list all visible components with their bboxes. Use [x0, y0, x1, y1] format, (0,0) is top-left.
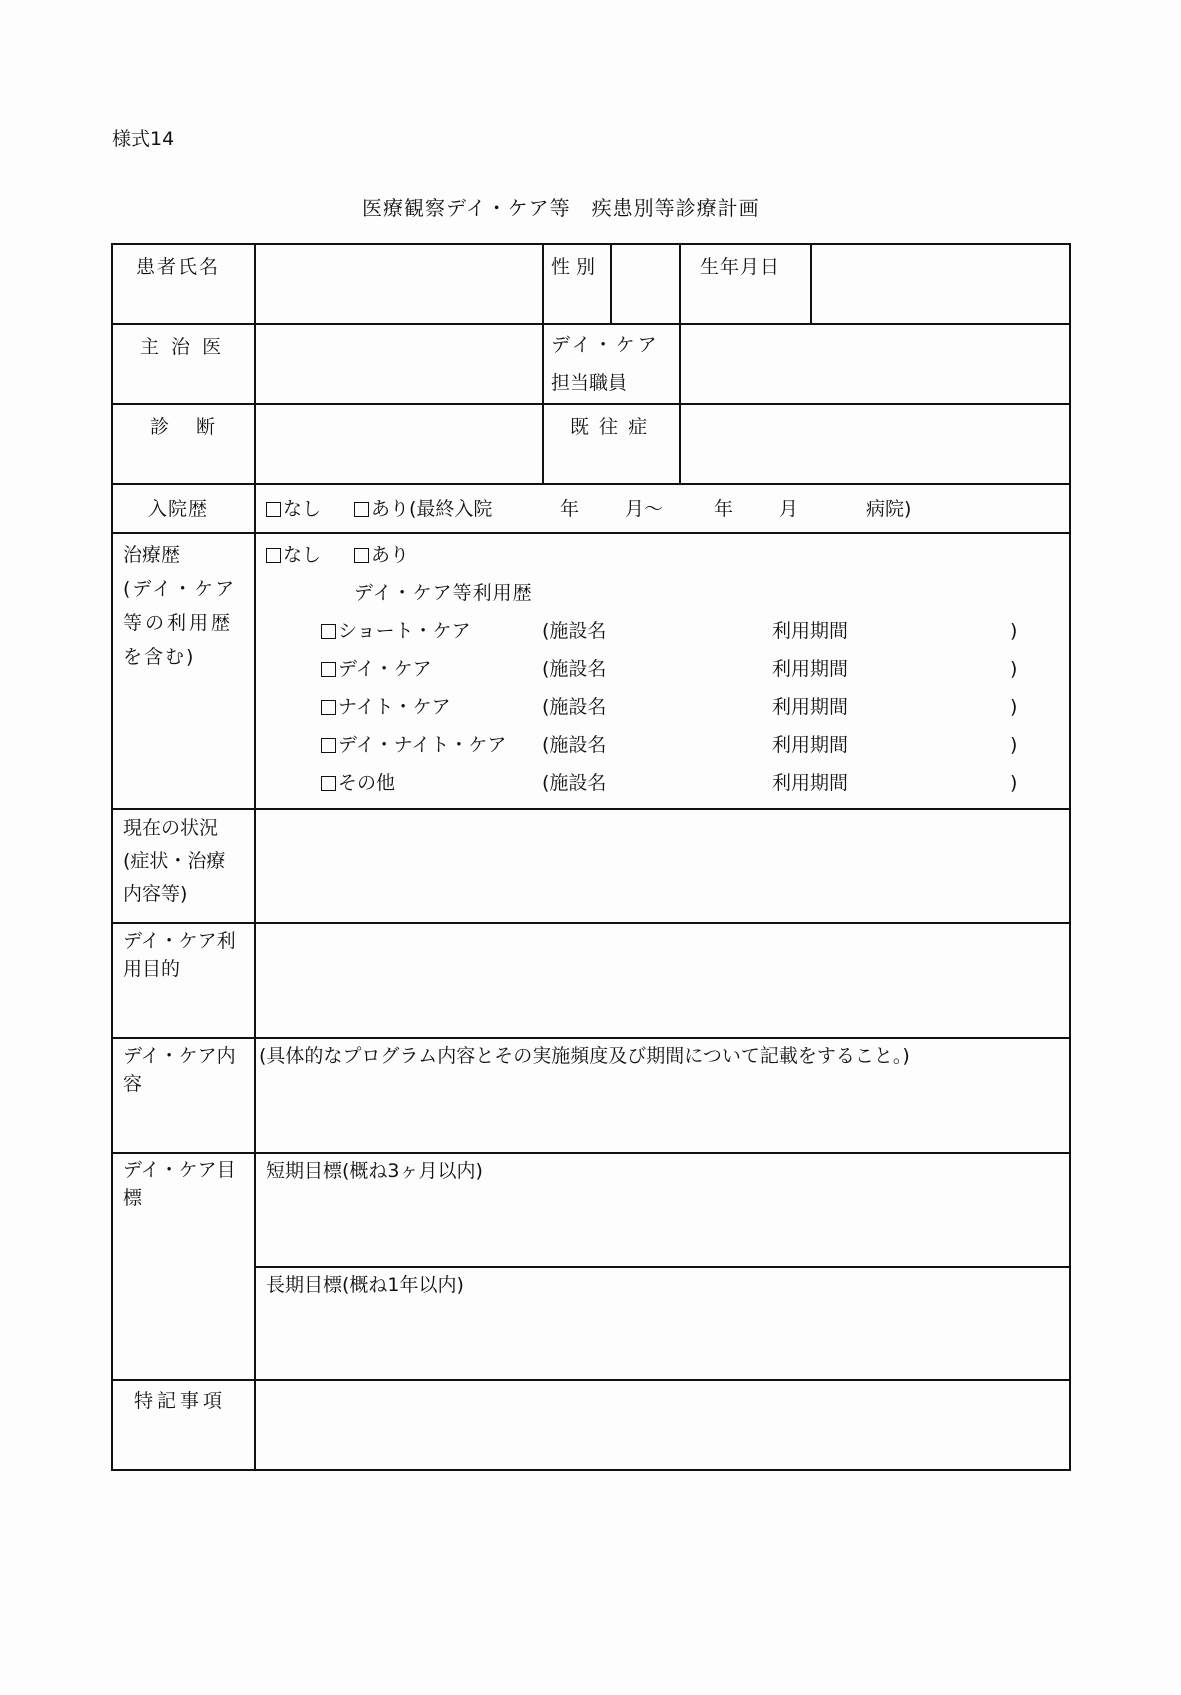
label-line: を含む)	[123, 646, 196, 668]
usage-type: デイ・ケア	[338, 658, 432, 680]
label-line: 容	[123, 1073, 143, 1095]
facility-label: (施設名	[542, 772, 607, 794]
attending-doctor-field[interactable]	[256, 325, 542, 403]
usage-option[interactable]	[321, 614, 471, 648]
period-label: 利用期間	[772, 772, 849, 794]
treatment-history-label	[123, 538, 236, 674]
label-line: 標	[123, 1187, 143, 1209]
close-paren: )	[1010, 620, 1018, 642]
option-label: あり	[371, 544, 410, 566]
label-line: (デイ・ケア	[123, 578, 237, 600]
usage-option[interactable]	[321, 728, 506, 762]
special-notes-label: 特記事項	[134, 1390, 227, 1412]
option-label: なし	[283, 498, 322, 520]
usage-type: ナイト・ケア	[338, 696, 451, 718]
daycare-purpose-label	[123, 927, 236, 983]
usage-option[interactable]	[321, 690, 451, 724]
current-status-field[interactable]	[256, 810, 1069, 922]
sex-field[interactable]	[612, 245, 679, 323]
period-label: 利用期間	[772, 620, 849, 642]
page-title: 医療観察デイ・ケア等 疾患別等診療計画	[362, 196, 760, 220]
label-line: (症状・治療	[123, 850, 226, 872]
goals-divider	[254, 1266, 1071, 1268]
facility-label: (施設名	[542, 696, 607, 718]
form-number: 様式14	[112, 128, 175, 150]
usage-type: その他	[338, 772, 396, 794]
close-paren: )	[1010, 658, 1018, 680]
year-to-label: 年	[714, 498, 734, 520]
checkbox[interactable]	[266, 502, 281, 517]
option-label: あり(最終入院	[371, 498, 493, 520]
usage-type: ショート・ケア	[338, 620, 471, 642]
label-line: デイ・ケア目	[123, 1159, 236, 1181]
short-term-goal-label: 短期目標(概ね3ヶ月以内)	[266, 1160, 483, 1182]
diagnosis-label: 診 断	[150, 416, 220, 438]
checkbox[interactable]	[321, 776, 336, 791]
close-paren: )	[1010, 696, 1018, 718]
facility-label: (施設名	[542, 620, 607, 642]
checkbox[interactable]	[321, 662, 336, 677]
label-line: 等の利用歴	[123, 612, 234, 634]
table-border-left	[111, 243, 113, 1471]
label-line: 用目的	[123, 958, 181, 980]
close-paren: )	[1010, 734, 1018, 756]
treatment-none-option[interactable]	[266, 538, 321, 572]
daycare-staff-field[interactable]	[681, 325, 1069, 403]
treatment-yes-option[interactable]	[354, 538, 409, 572]
checkbox[interactable]	[321, 624, 336, 639]
option-label: なし	[283, 544, 322, 566]
current-status-label	[123, 812, 225, 911]
long-term-goal-label: 長期目標(概ね1年以内)	[266, 1274, 464, 1296]
birth-date-label: 生年月日	[700, 256, 781, 278]
period-label: 利用期間	[772, 734, 849, 756]
daycare-content-field[interactable]	[256, 1072, 1069, 1152]
period-label: 利用期間	[772, 696, 849, 718]
medical-history-label: 既 往 症	[570, 416, 650, 438]
checkbox[interactable]	[321, 700, 336, 715]
checkbox[interactable]	[266, 548, 281, 563]
month-to-label: 月	[779, 498, 799, 520]
column-divider	[542, 243, 544, 485]
year-from-label: 年	[560, 498, 580, 520]
daycare-usage-subheading: デイ・ケア等利用歴	[354, 582, 533, 604]
checkbox[interactable]	[354, 502, 369, 517]
hospitalization-none-option[interactable]	[266, 492, 321, 526]
daycare-goals-label	[123, 1156, 236, 1212]
daycare-content-instruction: (具体的なプログラム内容とその実施頻度及び期間について記載をすること。)	[259, 1045, 910, 1067]
label-line: 内容等)	[123, 883, 188, 905]
attending-doctor-label: 主 治 医	[140, 336, 225, 358]
usage-option[interactable]	[321, 766, 395, 800]
month-from-label: 月～	[625, 498, 664, 520]
facility-label: (施設名	[542, 658, 607, 680]
diagnosis-field[interactable]	[256, 405, 542, 483]
facility-label: (施設名	[542, 734, 607, 756]
hospital-label: 病院)	[866, 498, 912, 520]
daycare-staff-label-2: 担当職員	[551, 372, 628, 394]
label-line: デイ・ケア利	[123, 930, 236, 952]
daycare-purpose-field[interactable]	[256, 924, 1069, 1037]
hospitalization-label: 入院歴	[148, 498, 209, 520]
label-line: 現在の状況	[123, 817, 219, 839]
usage-option[interactable]	[321, 652, 432, 686]
patient-name-label: 患者氏名	[136, 256, 221, 278]
close-paren: )	[1010, 772, 1018, 794]
label-line: デイ・ケア内	[123, 1045, 236, 1067]
usage-type: デイ・ナイト・ケア	[338, 734, 507, 756]
special-notes-field[interactable]	[256, 1381, 1069, 1469]
birth-date-field[interactable]	[812, 245, 1069, 323]
long-term-goal-field[interactable]	[256, 1302, 1069, 1379]
daycare-content-label	[123, 1042, 236, 1098]
label-line: 治療歴	[123, 544, 181, 566]
short-term-goal-field[interactable]	[256, 1188, 1069, 1266]
checkbox[interactable]	[321, 738, 336, 753]
medical-history-field[interactable]	[681, 405, 1069, 483]
table-border-right	[1069, 243, 1071, 1471]
patient-name-field[interactable]	[256, 245, 542, 323]
hospitalization-yes-option[interactable]	[354, 492, 492, 526]
checkbox[interactable]	[354, 548, 369, 563]
period-label: 利用期間	[772, 658, 849, 680]
daycare-staff-label-1: デイ・ケア	[551, 334, 660, 356]
sex-label: 性 別	[551, 256, 596, 278]
